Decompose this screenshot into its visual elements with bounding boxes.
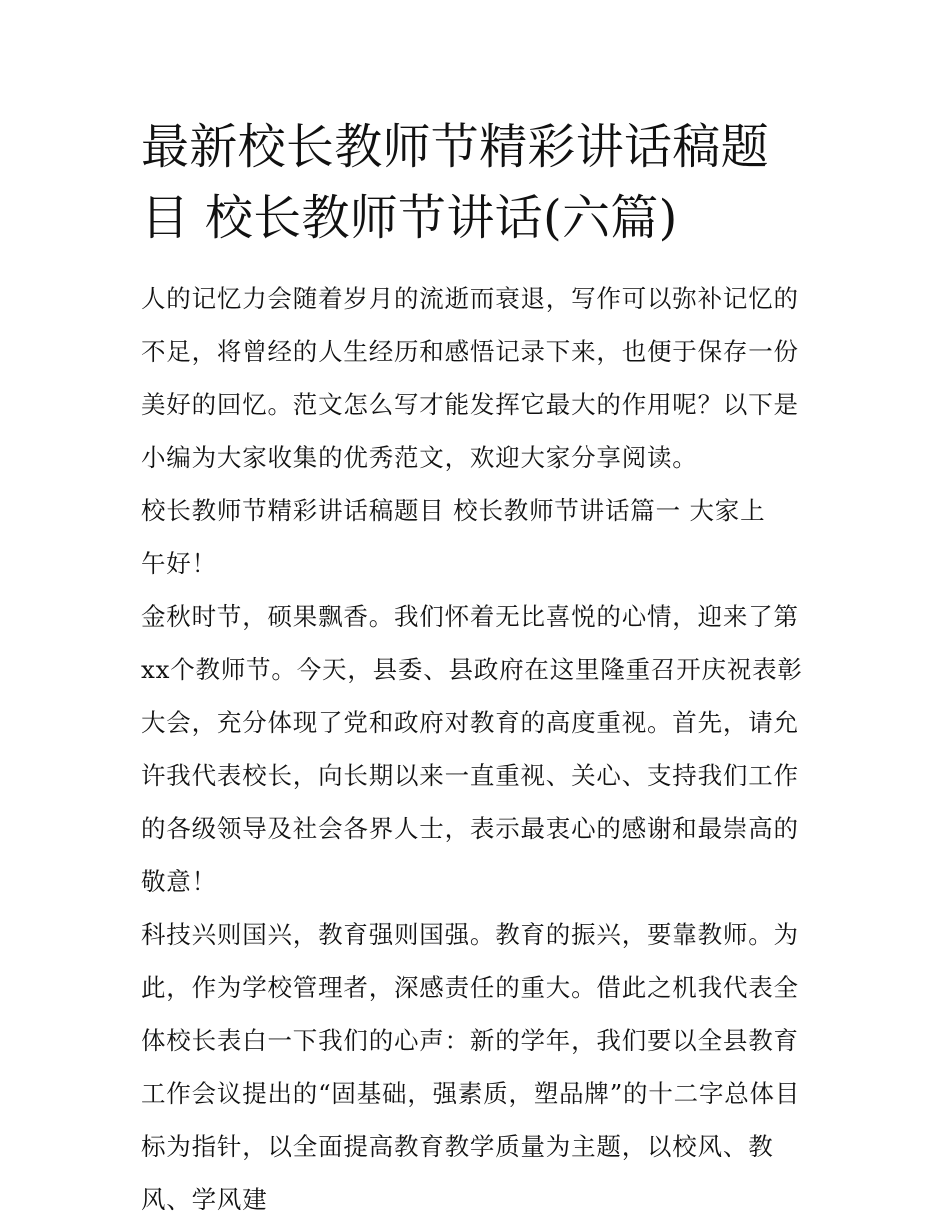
document-content <box>141 112 813 1226</box>
body-paragraph: 金秋时节，硕果飘香。我们怀着无比喜悦的心情，迎来了第xx个教师节。今天，县委、县政府在这里隆重召开庆祝表彰大会，充分体现了党和政府对教育的高度重视。首先，请允许我代表校长，向长期以来一直重视、关心、支持我们工作的各级领导及社会各界人士，表示最衷心的感谢和最崇高的敬意！ <box>141 602 803 896</box>
body-paragraph: 科技兴则国兴，教育强则国强。教育的振兴，要靠教师。为此，作为学校管理者，深感责任的重大。借此之机我代表全体校长表白一下我们的心声：新的学年，我们要以全县教育工作会议提出的“固基础，强素质，塑品牌”的十二字总体目标为指针，以全面提高教育教学质量为主题，以校风、教风、学风建 <box>141 920 801 1214</box>
intro-paragraph: 人的记忆力会随着岁月的流逝而衰退，写作可以弥补记忆的不足，将曾经的人生经历和感悟记录下来，也便于保存一份美好的回忆。范文怎么写才能发挥它最大的作用呢？以下是小编为大家收集的优秀范文，欢迎大家分享阅读。 <box>141 284 799 472</box>
document-title: 最新校长教师节精彩讲话稿题目 校长教师节讲话(六篇) <box>141 119 769 246</box>
section-heading-paragraph: 校长教师节精彩讲话稿题目 校长教师节讲话篇一 大家上午好！ <box>141 496 766 578</box>
document-body <box>141 272 813 1226</box>
